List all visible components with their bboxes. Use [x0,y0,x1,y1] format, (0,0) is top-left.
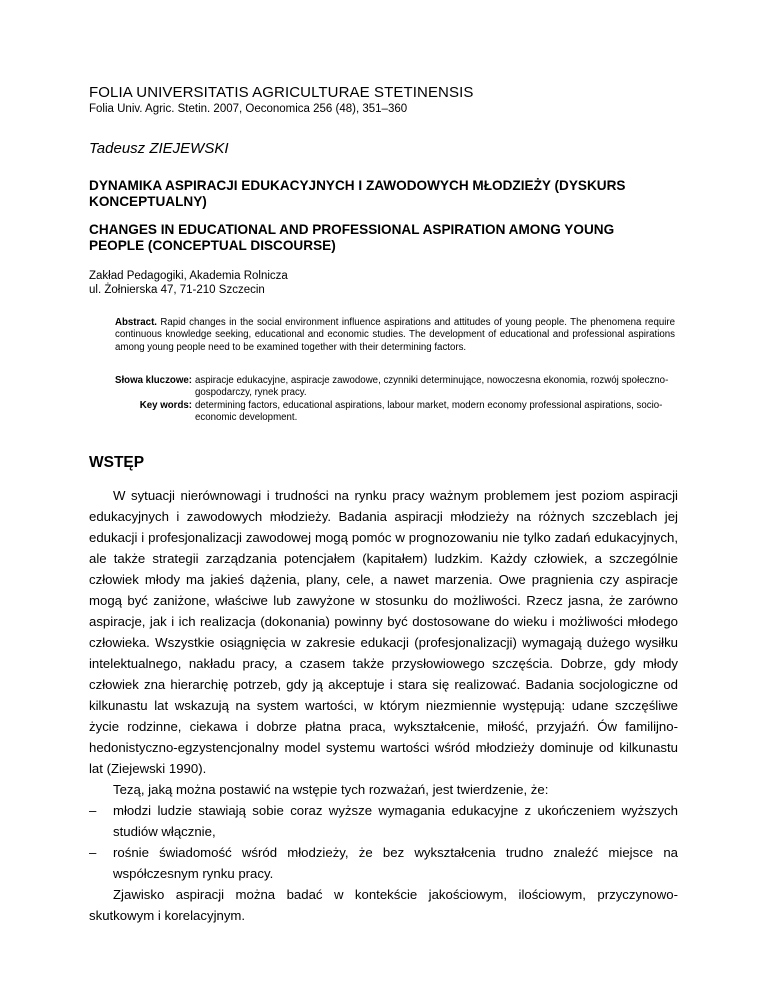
list-item [89,800,678,842]
abstract-label: Abstract. [115,317,157,328]
paragraph-2: Tezą, jaką można postawić na wstępie tych rozważań, jest twierdzenie, że: [113,782,549,797]
keywords-english-label: Key words: [139,399,192,411]
list-item [89,842,678,884]
affiliation-line-2: ul. Żołnierska 47, 71-210 Szczecin [89,284,265,296]
list-item-text: młodzi ludzie stawiają sobie coraz wyższe wymagania edukacyjne z ukończeniem wyższych studiów włącznie, [113,803,678,839]
paragraph-3: Zjawisko aspiracji można badać w kontekście jakościowym, ilościowym, przyczynowo-skutkowym i korelacyjnym. [89,887,678,923]
affiliation-line-1: Zakład Pedagogiki, Akademia Rolnicza [89,270,288,282]
affiliation [89,269,288,297]
paragraph-1: W sytuacji nierównowagi i trudności na rynku pracy ważnym problemem jest poziom aspiracji edukacyjnych i zawodowych młodzieży. Badania aspiracji młodzieży na różnych szczeblach jej edukacji i profesjonalizacji zawodowej mogą pomóc w prognozowaniu nie tylko zadań edukacyjnych, ale także strategii zarządzania potencjałem (kapitałem) ludzkim. Każdy człowiek, a szczególnie człowiek młody ma jakieś dążenia, plany, cele, a nawet marzenia. Owe pragnienia czy aspiracje mogą być zaniżone, właściwe lub zawyżone w stosunku do możliwości. Rzecz jasna, że zarówno aspiracje, jak i ich realizacja (dokonania) powinny być dostosowane do wieku i możliwości młodego człowieka. Wszystkie osiągnięcia w zakresie edukacji (profesjonalizacji) wymagają dużego wysiłku intelektualnego, nakładu pracy, a czasem także przysłowiowego szczęścia. Dobrze, gdy młody człowiek zna hierarchię potrzeb, gdy ją akceptuje i stara się realizować. Badania socjologiczne od kilkunastu lat wskazują na system wartości, w którym niezmiennie występują: udane szczęśliwe życie rodzinne, ciekawa i dobrze płatna praca, wykształcenie, miłość, przyjaźń. Ów familijno-hedonistyczno-egzystencjonalny model systemu wartości wśród młodzieży dominuje od kilkunastu lat (Ziejewski 1990). [89,488,678,776]
abstract [115,317,675,354]
bullet-marker: – [89,845,97,860]
keywords-polish-text: aspiracje edukacyjne, aspiracje zawodowe, czynniki determinujące, nowoczesna ekonomia, rozwój społeczno-gospodarczy, rynek pracy. [194,375,669,399]
title-polish: DYNAMIKA ASPIRACJI EDUKACYJNYCH I ZAWODOWYCH MŁODZIEŻY (DYSKURS KONCEPTUALNY) [89,178,626,209]
keywords-english-text: determining factors, educational aspirations, labour market, modern economy professional aspirations, socio-economic development. [194,399,663,424]
keywords-english-row [115,400,675,425]
journal-name: FOLIA UNIVERSITATIS AGRICULTURAE STETINENSIS [89,84,474,101]
section-heading: WSTĘP [89,454,145,471]
keywords-polish-label: Słowa kluczowe: [115,375,192,386]
abstract-text: Rapid changes in the social environment influence aspirations and attitudes of young people. The phenomena require continuous knowledge seeking, educational and economic studies. The development of educational and professional aspirations among young people need to be examined together with their determining factors. [115,317,675,353]
title-english: CHANGES IN EDUCATIONAL AND PROFESSIONAL ASPIRATION AMONG YOUNG PEOPLE (CONCEPTUAL DISCOURSE) [89,222,615,253]
list-item-text: rośnie świadomość wśród młodzieży, że bez wykształcenia trudno znaleźć miejsce na współczesnym rynku pracy. [113,845,678,881]
keywords-polish-row [115,375,675,400]
keywords [115,375,675,425]
citation-line: Folia Univ. Agric. Stetin. 2007, Oeconomica 256 (48), 351–360 [89,103,408,115]
section-body [89,485,678,926]
thesis-list [89,800,678,884]
bullet-marker: – [89,803,97,818]
author-name: Tadeusz ZIEJEWSKI [89,140,229,157]
